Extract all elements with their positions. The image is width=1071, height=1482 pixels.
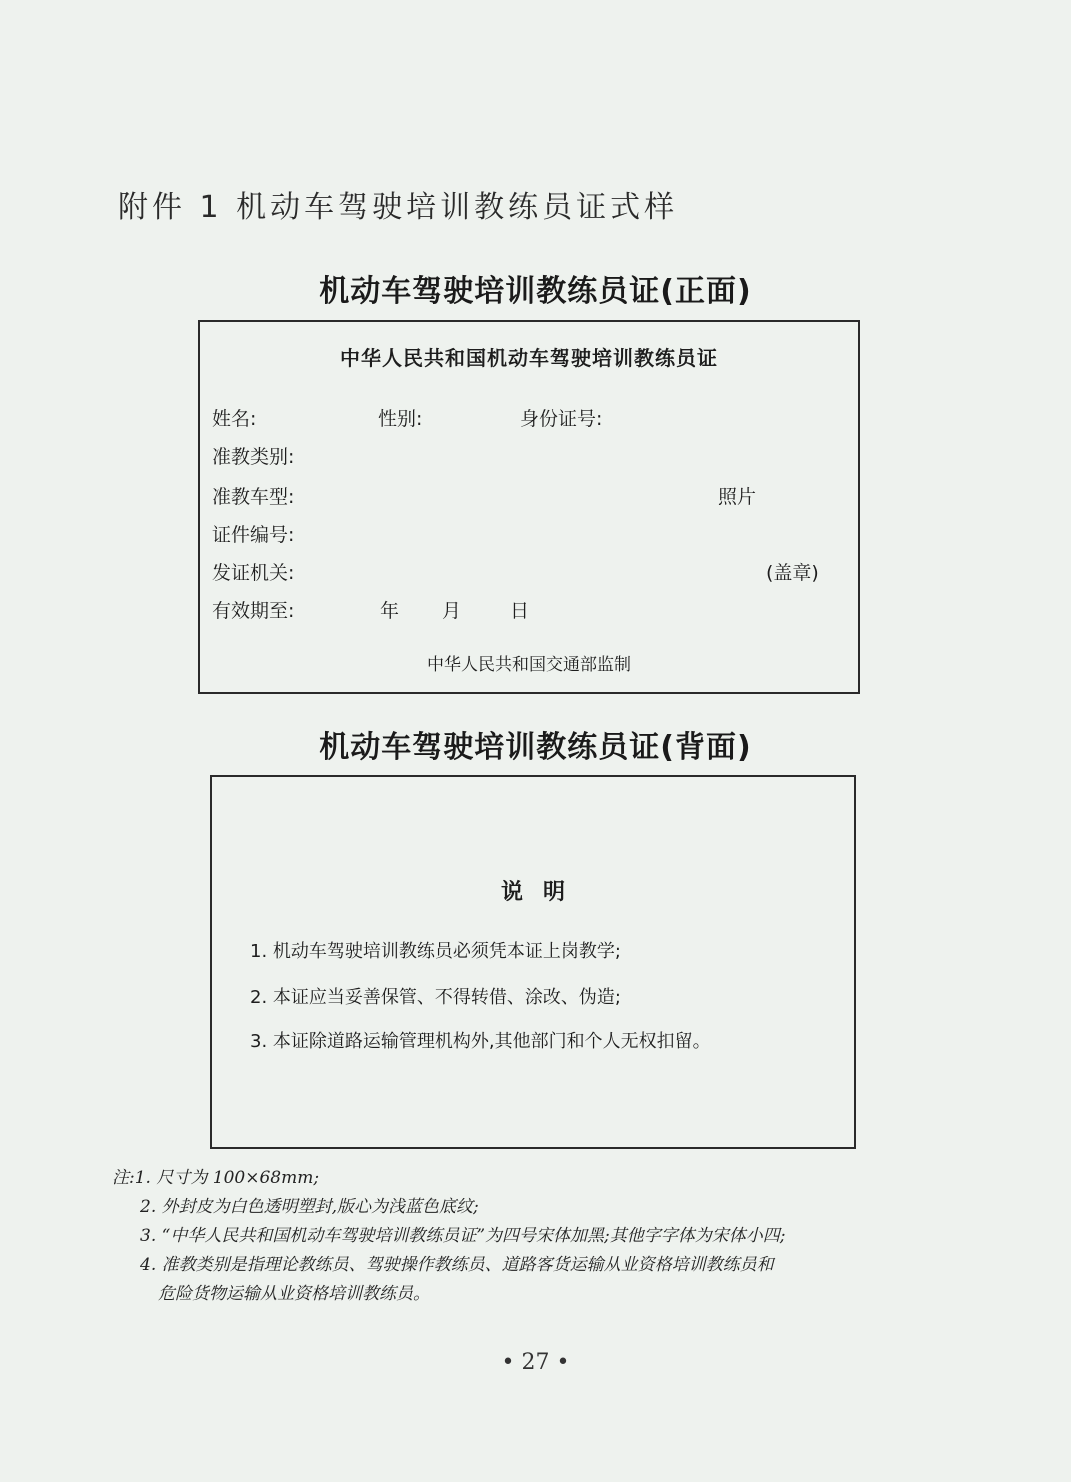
rule-item: 2. 本证应当妥善保管、不得转借、涂改、伪造; xyxy=(250,987,621,1008)
attachment-title: 附件 1 机动车驾驶培训教练员证式样 xyxy=(118,190,679,225)
notes-section xyxy=(112,1164,972,1309)
notes-prefix: 注: xyxy=(112,1168,135,1188)
photo-label: 照片 xyxy=(718,486,757,508)
certificate-back xyxy=(210,775,856,1149)
cert-number-label: 证件编号: xyxy=(212,524,295,546)
rule-item: 1. 机动车驾驶培训教练员必须凭本证上岗教学; xyxy=(250,941,621,962)
front-footer: 中华人民共和国交通部监制 xyxy=(427,655,631,675)
vehicle-type-label: 准教车型: xyxy=(212,486,295,508)
note-item: 2. 外封皮为白色透明塑封,版心为浅蓝色底纹; xyxy=(140,1197,479,1217)
year-label: 年 xyxy=(380,600,400,622)
note-item: 3. “中华人民共和国机动车驾驶培训教练员证”为四号宋体加黑;其他字字体为宋体小四; xyxy=(140,1226,786,1246)
category-label: 准教类别: xyxy=(212,446,295,468)
front-card-title: 中华人民共和国机动车驾驶培训教练员证 xyxy=(340,346,718,370)
note-item: 危险货物运输从业资格培训教练员。 xyxy=(158,1284,430,1304)
day-label: 日 xyxy=(510,600,530,622)
back-heading: 机动车驾驶培训教练员证(背面) xyxy=(319,730,752,765)
id-number-label: 身份证号: xyxy=(520,408,603,430)
note-item xyxy=(112,1164,972,1193)
back-title: 说明 xyxy=(500,880,585,905)
note-item: 4. 准教类别是指理论教练员、驾驶操作教练员、道路客货运输从业资格培训教练员和 xyxy=(140,1255,774,1275)
rule-item: 3. 本证除道路运输管理机构外,其他部门和个人无权扣留。 xyxy=(250,1031,711,1052)
page-number: • 27 • xyxy=(501,1350,570,1375)
gender-label: 性别: xyxy=(378,408,423,430)
seal-label: (盖章) xyxy=(766,562,819,584)
note-text: 1. 尺寸为 100×68mm; xyxy=(134,1168,320,1188)
front-heading: 机动车驾驶培训教练员证(正面) xyxy=(319,274,752,309)
issuer-label: 发证机关: xyxy=(212,562,295,584)
name-label: 姓名: xyxy=(212,408,257,430)
certificate-front xyxy=(198,320,860,694)
month-label: 月 xyxy=(442,600,462,622)
valid-until-label: 有效期至: xyxy=(212,600,295,622)
